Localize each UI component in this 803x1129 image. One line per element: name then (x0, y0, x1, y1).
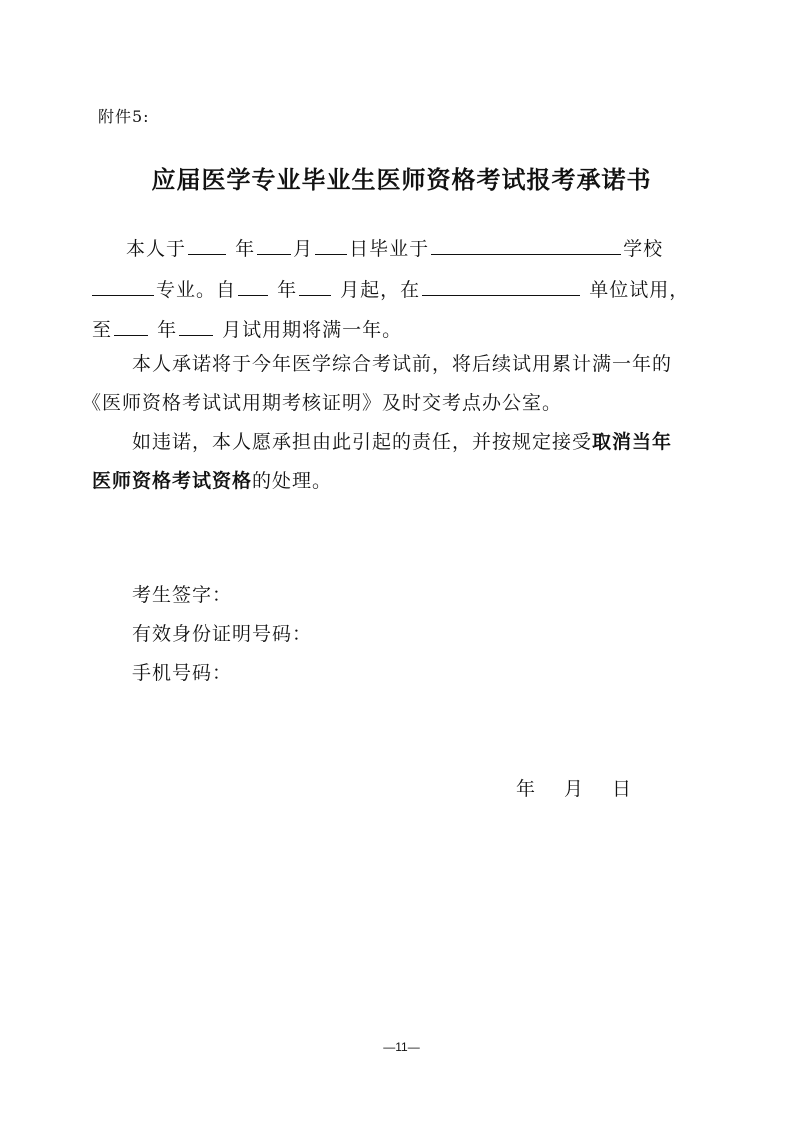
para1-line1 (126, 232, 663, 261)
para1-text: 年 (157, 319, 178, 341)
para3-line1 (132, 430, 672, 454)
phone-label: 手机号码： (132, 662, 233, 684)
para1-text: 月试用期将满一年。 (222, 319, 403, 341)
date-month: 月 (564, 778, 584, 800)
examinee-signature-label: 考生签字： (132, 584, 233, 606)
para1-text: 至 (92, 319, 113, 341)
para1-text: 学校 (623, 238, 664, 260)
id-number-label: 有效身份证明号码： (132, 623, 313, 645)
para1-text: 本人于 (126, 238, 187, 260)
para1-text: 单位试用， (589, 279, 690, 301)
date-day: 日 (612, 778, 632, 800)
end-month-blank[interactable] (179, 313, 213, 336)
year-blank[interactable] (188, 232, 226, 255)
start-year-blank[interactable] (238, 273, 268, 296)
page-number: —11— (383, 1040, 420, 1054)
para1-text: 年 (235, 238, 256, 260)
para3-line2 (92, 469, 332, 493)
month-blank[interactable] (257, 232, 291, 255)
para2-line1: 本人承诺将于今年医学综合考试前，将后续试用累计满一年的 (132, 353, 673, 375)
para1-text: 年 (277, 279, 298, 301)
para3-text: 的处理。 (252, 470, 333, 492)
para2-line2: 《医师资格考试试用期考核证明》及时交考点办公室。 (82, 392, 563, 414)
attachment-label: 附件5: (98, 107, 150, 126)
para3-text: 如违诺，本人愿承担由此引起的责任，并按规定接受 (132, 431, 593, 453)
date-year: 年 (516, 778, 536, 800)
para1-text: 日毕业于 (349, 238, 430, 260)
end-year-blank[interactable] (114, 313, 148, 336)
para1-text: 月 (293, 238, 314, 260)
para3-bold-text: 取消当年 (592, 431, 673, 453)
para1-line3 (92, 313, 402, 342)
document-title: 应届医学专业毕业生医师资格考试报考承诺书 (151, 166, 652, 194)
para1-text: 月起，在 (340, 279, 421, 301)
day-blank[interactable] (315, 232, 347, 255)
para1-line2 (92, 273, 689, 302)
para1-text: 专业。自 (156, 279, 237, 301)
major-blank[interactable] (92, 273, 154, 296)
para3-bold-text: 医师资格考试资格 (92, 470, 253, 492)
start-month-blank[interactable] (299, 273, 331, 296)
school-blank[interactable] (431, 232, 621, 255)
unit-blank[interactable] (422, 273, 580, 296)
